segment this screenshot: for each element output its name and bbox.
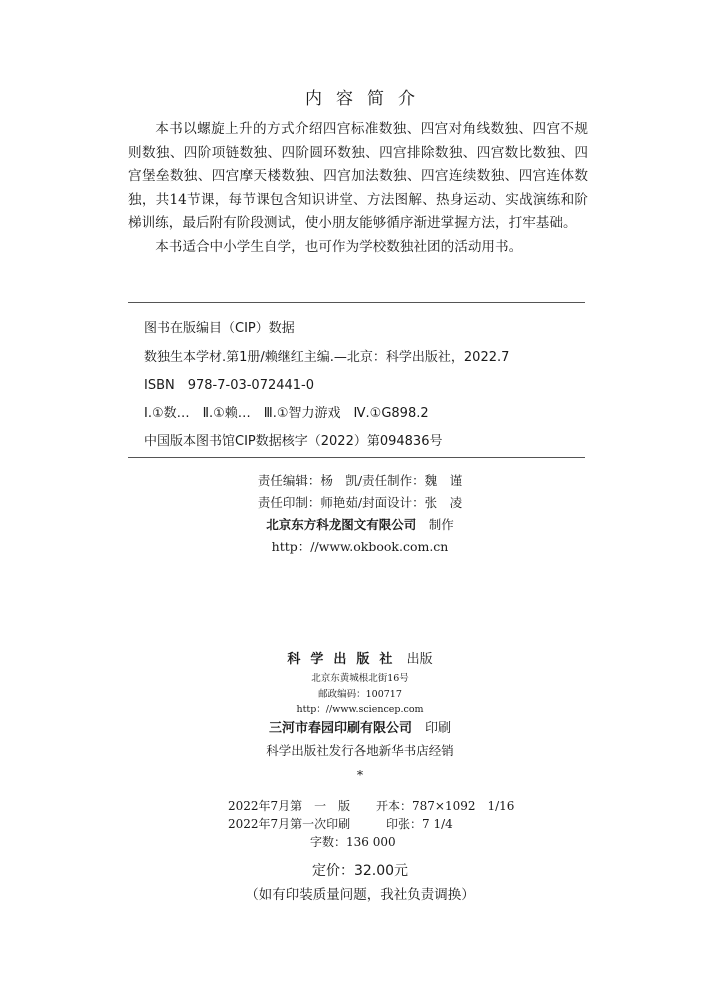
producer-name: 北京东方科龙图文有限公司 bbox=[266, 517, 417, 532]
intro-section bbox=[128, 118, 588, 259]
producer-role: 制作 bbox=[428, 517, 454, 532]
divider-top bbox=[128, 302, 585, 303]
publisher-url: http：//www.sciencep.com bbox=[296, 704, 424, 715]
cip-line-2: ISBN 978-7-03-072441-0 bbox=[144, 378, 315, 393]
page-title: 内容简介 bbox=[305, 89, 429, 109]
publisher-postcode: 邮政编码：100717 bbox=[318, 689, 402, 700]
printer-name: 三河市春园印刷有限公司 bbox=[268, 721, 412, 736]
publisher-address: 北京东黄城根北街16号 bbox=[311, 673, 409, 684]
credits-website: http：//www.okbook.com.cn bbox=[271, 539, 449, 554]
price-note: （如有印装质量问题，我社负责调换） bbox=[245, 887, 475, 903]
divider-bottom bbox=[128, 457, 585, 458]
cip-title: 图书在版编目（CIP）数据 bbox=[144, 321, 295, 336]
cip-line-1: 数独生本学材.第1册/赖继红主编.—北京：科学出版社，2022.7 bbox=[144, 350, 510, 365]
publisher-name: 科学出版社 bbox=[287, 652, 403, 667]
intro-paragraph-2: 本书适合中小学生自学，也可作为学校数独社团的活动用书。 bbox=[155, 238, 523, 255]
intro-paragraph-1: 本书以螺旋上升的方式介绍四宫标准数独、四宫对角线数独、四宫不规则数独、四阶项链数独、四阶圆环数独、四宫排除数独、四宫数比数独、四宫堡垒数独、四宫摩天楼数独、四宫加法数独、四宫连续数独、四宫连体数独，共14节课，每节课包含知识讲堂、方法图解、热身运动、实战演练和阶梯训练，最后附有阶段测试，使小朋友能够循序渐进掌握方法，打牢基础。 bbox=[128, 121, 588, 231]
print-sheets: 印张：7 1/4 bbox=[386, 817, 453, 831]
print-date: 2022年7月第一次印刷 bbox=[228, 817, 351, 831]
edition-format: 开本：787×1092 1/16 bbox=[376, 799, 515, 813]
publisher-line bbox=[0, 648, 720, 667]
cip-line-3: Ⅰ.①数… Ⅱ.①赖… Ⅲ.①智力游戏 Ⅳ.①G898.2 bbox=[144, 406, 429, 421]
credits-editors: 责任编辑：杨 凯/责任制作：魏 谨 bbox=[257, 473, 463, 488]
distribution-line: 科学出版社发行各地新华书店经销 bbox=[266, 743, 454, 758]
printer-line bbox=[0, 717, 720, 736]
price-label: 定价：32.00元 bbox=[311, 863, 409, 879]
publisher-role: 出版 bbox=[406, 652, 433, 667]
credits-printing: 责任印制：师艳茹/封面设计：张 凌 bbox=[257, 495, 463, 510]
printer-role: 印刷 bbox=[425, 721, 452, 736]
separator-star: * bbox=[356, 767, 364, 782]
credits-producer bbox=[0, 515, 720, 533]
cip-line-4: 中国版本图书馆CIP数据核字（2022）第094836号 bbox=[144, 434, 443, 449]
edition-date: 2022年7月第 一 版 bbox=[228, 799, 351, 813]
word-count: 字数：136 000 bbox=[310, 835, 396, 849]
